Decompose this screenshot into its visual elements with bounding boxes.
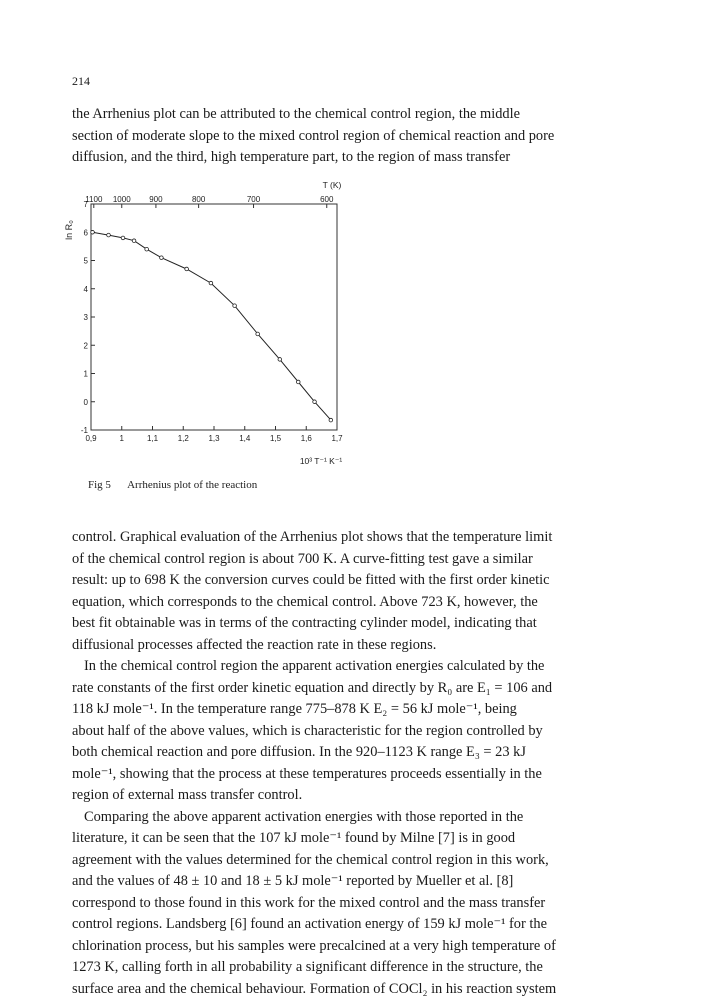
text-line: the Arrhenius plot can be attributed to the chemical control region, the middle <box>72 106 520 122</box>
y-tick-label: 0 <box>83 397 88 407</box>
data-point <box>296 380 300 384</box>
data-point <box>160 256 164 260</box>
text-line: and the values of 48 ± 10 and 18 ± 5 kJ mole⁻¹ reported by Mueller et al. [8] <box>72 873 514 889</box>
text-line: rate constants of the first order kinetic equation and directly by R₀ are E₁ = 106 and <box>72 679 553 696</box>
x-tick-label: 1,2 <box>177 434 189 443</box>
text-line: 118 kJ mole⁻¹. In the temperature range 775–878 K E₂ = 56 kJ mole⁻¹, being <box>72 701 517 717</box>
text-line: In the chemical control region the apparent activation energies calculated by the <box>84 658 545 674</box>
figure-arrhenius-plot <box>60 178 360 478</box>
top-tick-label: 1100 <box>85 195 103 204</box>
data-point <box>329 418 333 422</box>
y-tick-label: 1 <box>83 369 88 379</box>
text-line: 1273 K, calling forth in all probability a significant difference in the structure, the <box>72 959 543 975</box>
top-tick-label: 800 <box>191 195 206 204</box>
body-text <box>72 527 648 1000</box>
paragraph-literature-comparison <box>72 807 648 1001</box>
text-line: chlorination process, but his samples were precalcined at a very high temperature of <box>72 937 556 954</box>
data-point <box>313 400 317 404</box>
top-tick-label: 900 <box>149 195 163 204</box>
y-tick-label: 2 <box>83 341 88 351</box>
y-tick-label: 5 <box>83 256 88 266</box>
x-tick-label: 1,3 <box>208 434 220 443</box>
y-tick-label: -1 <box>80 426 88 435</box>
x-tick-label: 0,9 <box>85 434 97 443</box>
figure-label: Fig 5 <box>88 479 111 491</box>
x-tick-label: 1,4 <box>239 434 251 443</box>
plot-frame <box>91 204 337 430</box>
text-line: control regions. Landsberg [6] found an activation energy of 159 kJ mole⁻¹ for the <box>72 916 547 932</box>
data-point <box>233 304 237 308</box>
x-tick-label: 1,5 <box>269 434 282 443</box>
data-point <box>278 358 282 362</box>
x-tick-label: 1,6 <box>300 434 312 443</box>
page-number: 214 <box>72 74 90 88</box>
y-axis-title: ln R₀ <box>64 220 74 240</box>
text-line: diffusional processes affected the reaction rate in these regions. <box>72 636 437 653</box>
text-line: surface area and the chemical behaviour. Formation of COCl₂ in his reaction system <box>72 980 557 997</box>
text-line: literature, it can be seen that the 107 kJ mole⁻¹ found by Milne [7] is in good <box>72 830 516 846</box>
data-point <box>256 332 260 336</box>
y-tick-label: 6 <box>83 228 88 238</box>
y-tick-label: 7 <box>83 200 88 209</box>
text-line: correspond to those found in this work for the mixed control and the mass transfer <box>72 894 546 911</box>
text-line: both chemical reaction and pore diffusion. In the 920–1123 K range E₃ = 23 kJ <box>72 744 526 760</box>
y-tick-label: 4 <box>83 284 88 294</box>
y-tick-label: 3 <box>83 313 88 322</box>
data-point <box>132 239 136 243</box>
text-line: mole⁻¹, showing that the process at these temperatures proceeds essentially in the <box>72 765 542 782</box>
top-tick-label: 600 <box>320 195 334 204</box>
data-point <box>185 267 189 271</box>
text-line: agreement with the values determined for the chemical control region in this work, <box>72 851 549 868</box>
x-axis-title: 10³ T⁻¹ K⁻¹ <box>299 456 343 466</box>
paragraph-arrhenius-regions <box>72 104 648 169</box>
x-tick-label: 1,1 <box>146 434 159 443</box>
text-line: best fit obtainable was in terms of the contracting cylinder model, indicating that <box>72 615 537 631</box>
data-point <box>209 281 213 285</box>
text-line: Comparing the above apparent activation energies with those reported in the <box>84 808 524 825</box>
x-tick-label: 1,7 <box>331 434 343 443</box>
text-line: result: up to 698 K the conversion curves could be fitted with the first order kinetic <box>72 572 550 588</box>
series-line <box>93 232 331 420</box>
data-point <box>145 247 149 251</box>
figure-caption-text: Arrhenius plot of the reaction <box>127 479 258 491</box>
top-axis-title: T (K) <box>322 180 342 190</box>
text-line: section of moderate slope to the mixed control region of chemical reaction and pore <box>72 127 555 144</box>
top-tick-label: 700 <box>246 195 261 204</box>
x-tick-label: 1 <box>119 434 124 443</box>
paragraph-graphical-evaluation <box>72 527 648 656</box>
text-line: equation, which corresponds to the chemical control. Above 723 K, however, the <box>72 593 538 610</box>
text-line: about half of the above values, which is characteristic for the region controlled by <box>72 722 543 739</box>
top-tick-label: 1000 <box>112 195 131 204</box>
text-line: of the chemical control region is about 700 K. A curve-fitting test gave a similar <box>72 550 533 567</box>
figure-caption <box>88 479 257 491</box>
data-point <box>107 233 111 237</box>
text-line: region of external mass transfer control. <box>72 787 303 803</box>
arrhenius-chart <box>60 178 360 478</box>
text-line: control. Graphical evaluation of the Arrhenius plot shows that the temperature limit <box>72 529 553 545</box>
data-point <box>121 236 125 240</box>
text-line: diffusion, and the third, high temperature part, to the region of mass transfer <box>72 149 511 165</box>
paragraph-activation-energies <box>72 656 648 807</box>
data-point <box>91 230 95 234</box>
